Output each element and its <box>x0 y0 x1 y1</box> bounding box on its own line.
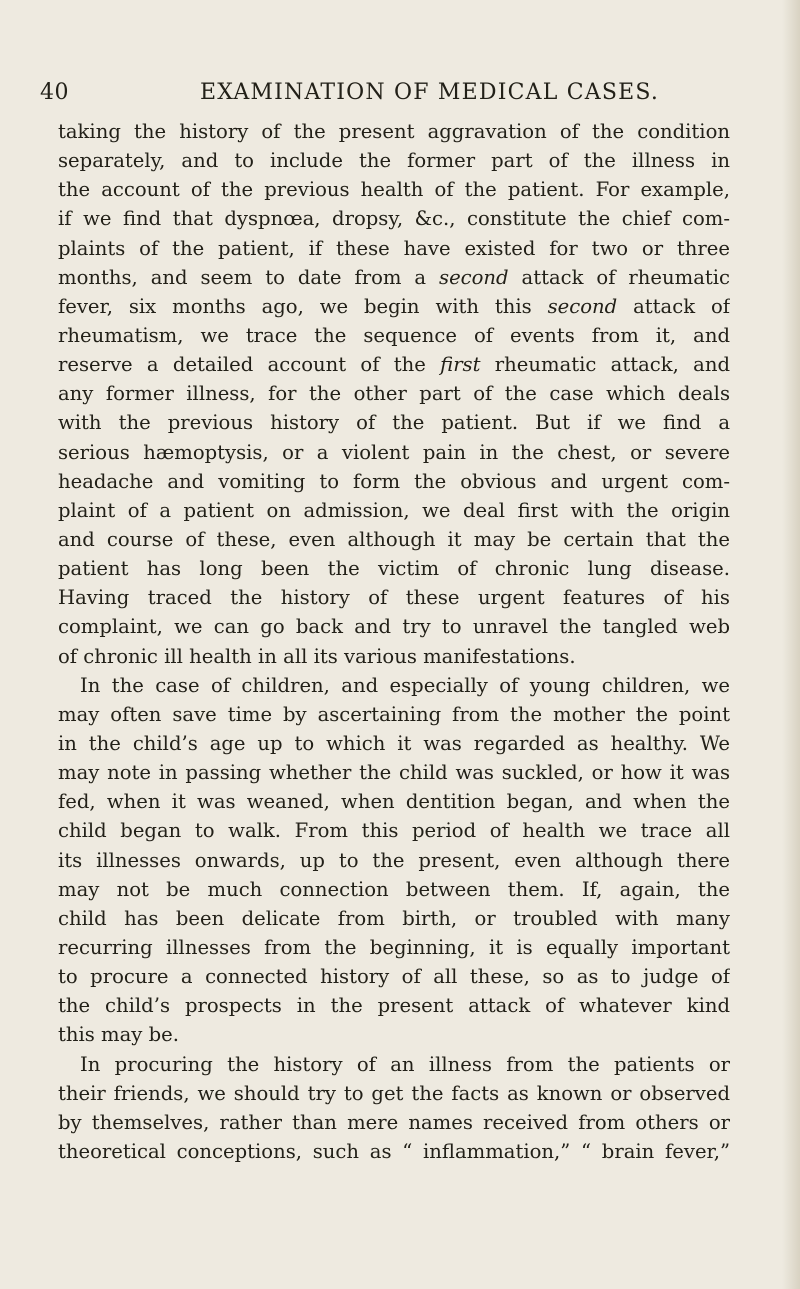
text-line: the account of the previous health of the patient. For example, <box>58 178 730 202</box>
text-line: in the child’s age up to which it was regarded as healthy. We <box>58 731 730 755</box>
text-line: may not be much connection between them. If, again, the <box>58 877 730 901</box>
page-number: 40 <box>40 80 69 105</box>
emphasis-text: second <box>439 265 509 289</box>
text-line: Having traced the history of these urgent features of his <box>58 586 730 610</box>
text-segment: fever, six months ago, we begin with this <box>58 294 532 318</box>
text-line: serious hæmoptysis, or a violent pain in the chest, or severe <box>58 440 730 464</box>
text-line: child has been delicate from birth, or troubled with many <box>58 906 730 930</box>
text-line: any former illness, for the other part of the case which deals <box>58 382 730 406</box>
text-line: their friends, we should try to get the facts as known or observed <box>58 1081 730 1105</box>
text-line: this may be. <box>58 1023 179 1047</box>
text-segment: months, and seem to date from a <box>58 265 427 289</box>
text-line: separately, and to include the former part of the illness in <box>58 149 730 173</box>
page-edge-shadow <box>782 0 800 1289</box>
running-title: EXAMINATION OF MEDICAL CASES. <box>200 80 660 105</box>
text-line: headache and vomiting to form the obvious and urgent com- <box>58 469 730 493</box>
text-line: theoretical conceptions, such as “ inflammation,” “ brain fever,” <box>58 1139 730 1163</box>
text-line: and course of these, even although it may be certain that the <box>58 527 730 551</box>
emphasis-text: second <box>547 294 618 318</box>
text-line: the child’s prospects in the present attack of whatever kind <box>58 994 730 1018</box>
text-line: if we find that dyspnœa, dropsy, &c., constitute the chief com- <box>58 207 730 231</box>
text-line <box>58 263 730 292</box>
text-line: In the case of children, and especially of young children, we <box>80 673 730 697</box>
text-line: plaints of the patient, if these have existed for two or three <box>58 236 730 260</box>
text-line: child began to walk. From this period of health we trace all <box>58 819 730 843</box>
text-line <box>58 292 730 321</box>
text-segment: attack of <box>633 294 730 318</box>
text-line: its illnesses onwards, up to the present, even although there <box>58 848 730 872</box>
text-segment: rheumatic attack, and <box>494 353 730 377</box>
running-head <box>40 80 740 110</box>
text-line <box>58 350 730 379</box>
text-line: recurring illnesses from the beginning, it is equally important <box>58 935 730 959</box>
text-line: of chronic ill health in all its various manifestations. <box>58 644 576 668</box>
emphasis-text: first <box>440 353 481 377</box>
body-text <box>58 117 730 1166</box>
text-line: may often save time by ascertaining from the mother the point <box>58 702 730 726</box>
text-line: In procuring the history of an illness from the patients or <box>80 1052 730 1076</box>
text-line: to procure a connected history of all these, so as to judge of <box>58 965 730 989</box>
text-line: may note in passing whether the child was suckled, or how it was <box>58 761 730 785</box>
text-line: rheumatism, we trace the sequence of events from it, and <box>58 323 730 347</box>
text-line: patient has long been the victim of chronic lung disease. <box>58 557 730 581</box>
text-line: by themselves, rather than mere names received from others or <box>58 1110 730 1134</box>
text-line: complaint, we can go back and try to unravel the tangled web <box>58 615 730 639</box>
text-line: fed, when it was weaned, when dentition began, and when the <box>58 790 730 814</box>
text-line: with the previous history of the patient. But if we find a <box>58 411 730 435</box>
text-line: plaint of a patient on admission, we deal first with the origin <box>58 498 730 522</box>
text-segment: attack of rheumatic <box>521 265 730 289</box>
text-segment: reserve a detailed account of the <box>58 353 426 377</box>
text-line: taking the history of the present aggravation of the condition <box>58 120 730 143</box>
